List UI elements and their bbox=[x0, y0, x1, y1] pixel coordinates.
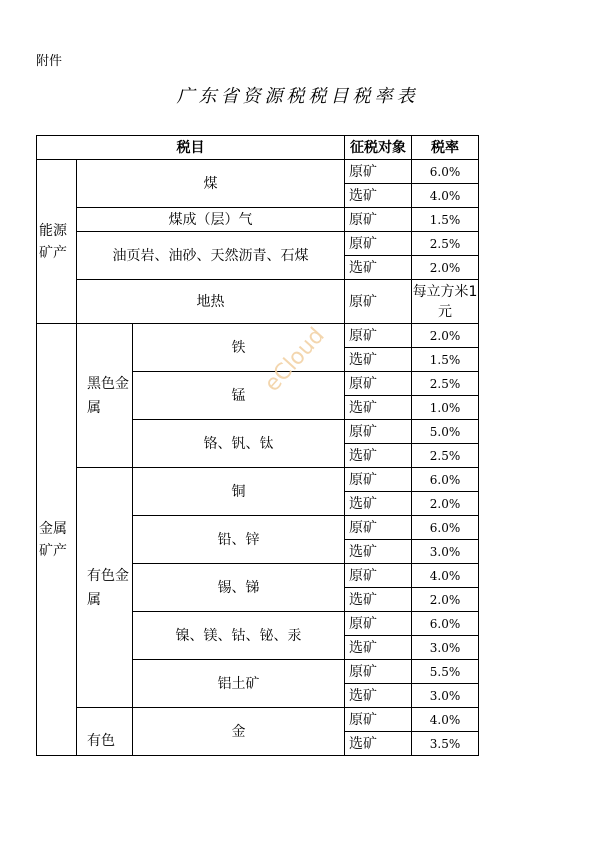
item-name: 铜 bbox=[133, 468, 345, 516]
tax-object: 原矿 bbox=[345, 160, 412, 184]
tax-rate: 3.0% bbox=[412, 684, 479, 708]
tax-rate: 6.0% bbox=[412, 160, 479, 184]
tax-object: 选矿 bbox=[345, 348, 412, 372]
header-rate: 税率 bbox=[412, 136, 479, 160]
item-name: 铬、钒、钛 bbox=[133, 420, 345, 468]
tax-rate: 4.0% bbox=[412, 708, 479, 732]
tax-rate: 1.5% bbox=[412, 208, 479, 232]
item-name: 锡、锑 bbox=[133, 564, 345, 612]
tax-rate: 6.0% bbox=[412, 516, 479, 540]
item-name: 金 bbox=[133, 708, 345, 756]
tax-object: 选矿 bbox=[345, 444, 412, 468]
tax-object: 原矿 bbox=[345, 564, 412, 588]
tax-object: 原矿 bbox=[345, 516, 412, 540]
tax-object: 选矿 bbox=[345, 684, 412, 708]
tax-rate: 2.5% bbox=[412, 444, 479, 468]
watermark: eCloud bbox=[260, 323, 330, 397]
tax-rate: 4.0% bbox=[412, 184, 479, 208]
tax-object: 原矿 bbox=[345, 232, 412, 256]
subcategory-nonferrous-continued: 有色 bbox=[77, 708, 133, 756]
tax-object: 原矿 bbox=[345, 708, 412, 732]
item-name: 铁 bbox=[133, 324, 345, 372]
tax-rate: 3.5% bbox=[412, 732, 479, 756]
header-object: 征税对象 bbox=[345, 136, 412, 160]
tax-object: 原矿 bbox=[345, 324, 412, 348]
item-name: 锰 bbox=[133, 372, 345, 420]
tax-rate: 4.0% bbox=[412, 564, 479, 588]
subcategory-ferrous: 黑色金属 bbox=[77, 324, 133, 468]
tax-rate: 2.5% bbox=[412, 372, 479, 396]
tax-rate-table bbox=[36, 135, 479, 756]
header-item: 税目 bbox=[37, 136, 345, 160]
tax-object: 原矿 bbox=[345, 208, 412, 232]
tax-rate: 1.0% bbox=[412, 396, 479, 420]
tax-rate: 2.5% bbox=[412, 232, 479, 256]
tax-rate: 2.0% bbox=[412, 256, 479, 280]
item-name: 煤成（层）气 bbox=[77, 208, 345, 232]
tax-rate: 2.0% bbox=[412, 492, 479, 516]
tax-object: 选矿 bbox=[345, 184, 412, 208]
tax-object: 选矿 bbox=[345, 396, 412, 420]
tax-object: 选矿 bbox=[345, 256, 412, 280]
category-energy: 能源矿产 bbox=[37, 160, 77, 324]
tax-object: 选矿 bbox=[345, 492, 412, 516]
item-name: 铅、锌 bbox=[133, 516, 345, 564]
tax-rate: 5.5% bbox=[412, 660, 479, 684]
attachment-label: 附件 bbox=[36, 54, 63, 69]
item-name: 煤 bbox=[77, 160, 345, 208]
tax-object: 原矿 bbox=[345, 660, 412, 684]
item-name: 油页岩、油砂、天然沥青、石煤 bbox=[77, 232, 345, 280]
tax-object: 选矿 bbox=[345, 732, 412, 756]
subcategory-nonferrous: 有色金属 bbox=[77, 468, 133, 708]
tax-rate: 2.0% bbox=[412, 588, 479, 612]
item-name: 镍、镁、钴、铋、汞 bbox=[133, 612, 345, 660]
item-name: 地热 bbox=[77, 280, 345, 324]
tax-object: 原矿 bbox=[345, 612, 412, 636]
tax-object: 选矿 bbox=[345, 636, 412, 660]
category-metal: 金属矿产 bbox=[37, 324, 77, 756]
document-title: 广东省资源税税目税率表 bbox=[176, 86, 419, 107]
tax-object: 选矿 bbox=[345, 588, 412, 612]
tax-object: 原矿 bbox=[345, 372, 412, 396]
item-name: 铝土矿 bbox=[133, 660, 345, 708]
tax-rate: 6.0% bbox=[412, 612, 479, 636]
tax-rate: 3.0% bbox=[412, 540, 479, 564]
tax-rate: 3.0% bbox=[412, 636, 479, 660]
tax-rate: 6.0% bbox=[412, 468, 479, 492]
tax-object: 原矿 bbox=[345, 420, 412, 444]
tax-rate: 1.5% bbox=[412, 348, 479, 372]
tax-object: 选矿 bbox=[345, 540, 412, 564]
tax-rate: 2.0% bbox=[412, 324, 479, 348]
tax-object: 原矿 bbox=[345, 280, 412, 324]
tax-rate: 5.0% bbox=[412, 420, 479, 444]
tax-rate: 每立方米1元 bbox=[412, 280, 479, 324]
tax-object: 原矿 bbox=[345, 468, 412, 492]
